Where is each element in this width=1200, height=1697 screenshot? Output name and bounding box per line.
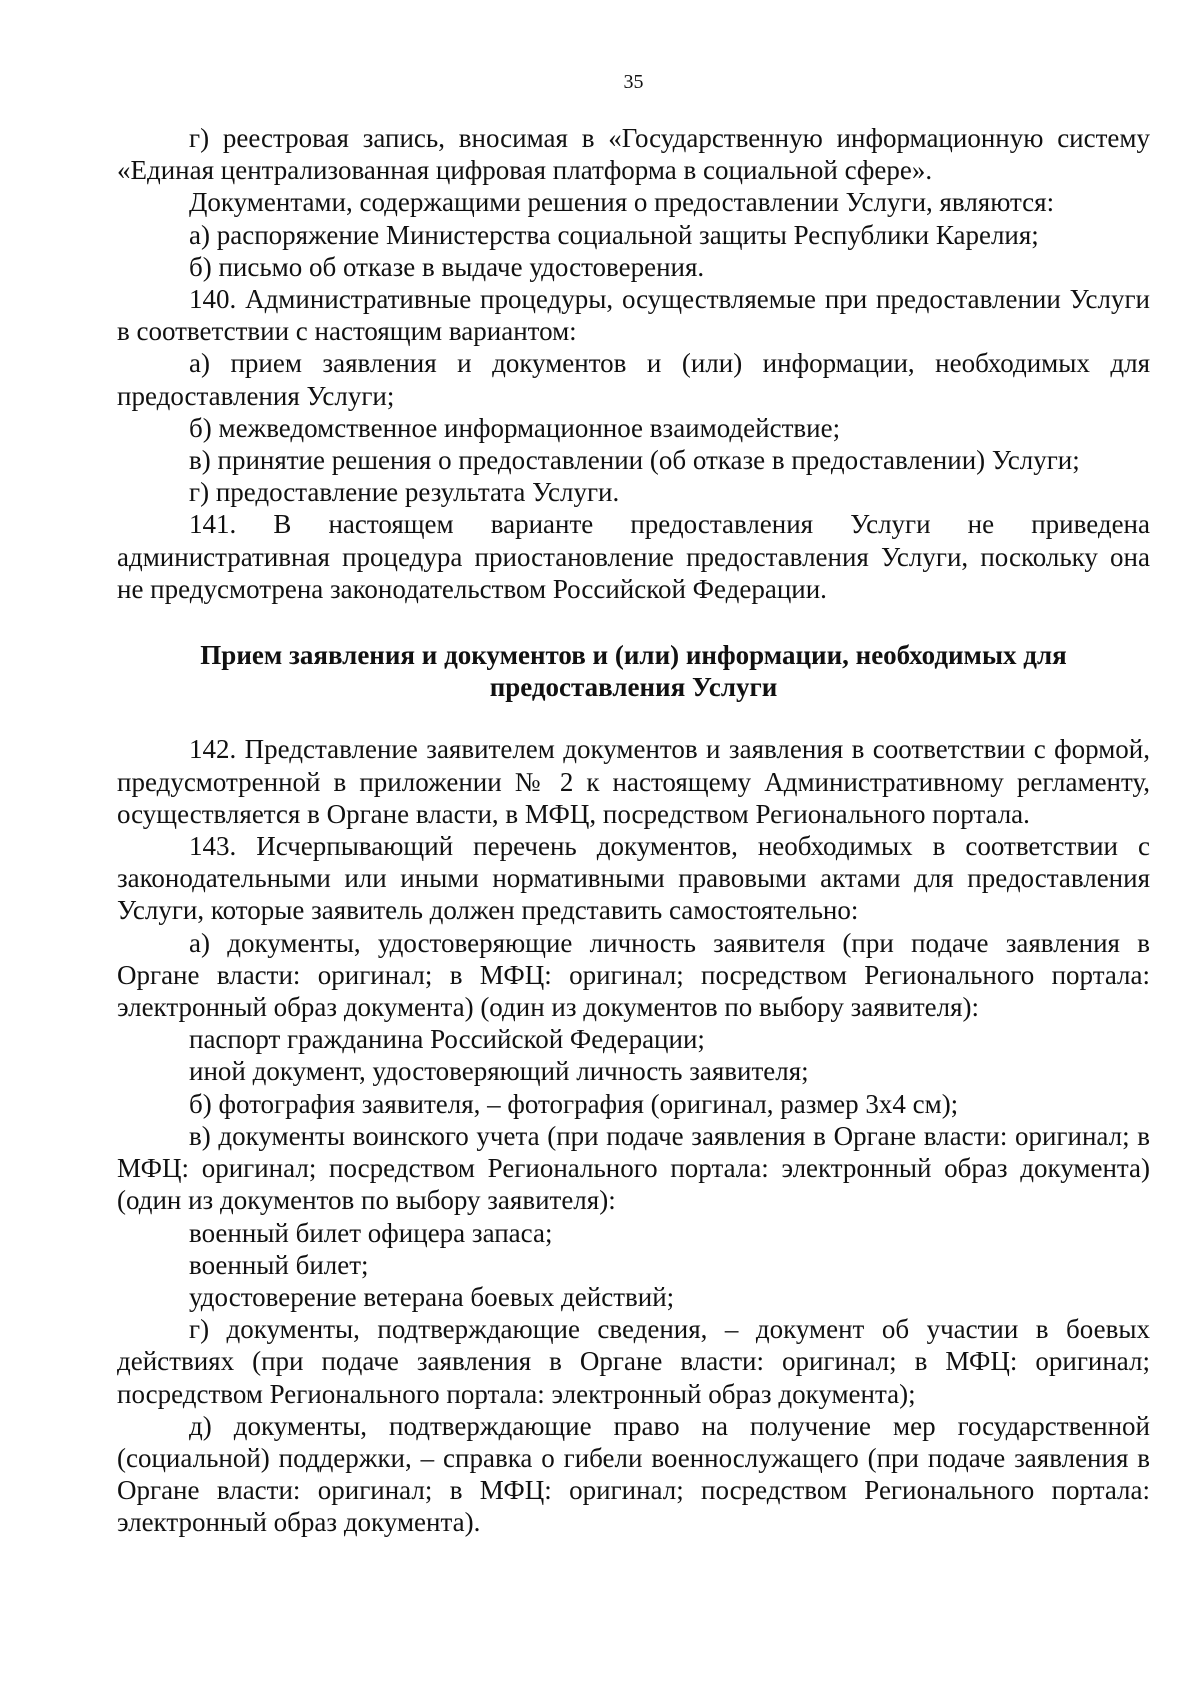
paragraph: б) фотография заявителя, – фотография (оригинал, размер 3х4 см);: [189, 1088, 959, 1119]
section-heading-line: предоставления Услуги: [489, 672, 778, 703]
paragraph: г) реестровая запись, вносимая в «Государственную информационную систему «Единая централизованная цифровая платформа в социальной сфере».: [117, 123, 1150, 186]
paragraph: а) распоряжение Министерства социальной защиты Республики Карелия;: [189, 219, 1039, 250]
paragraph: в) принятие решения о предоставлении (об отказе в предоставлении) Услуги;: [189, 445, 1080, 476]
paragraph: 140. Административные процедуры, осуществляемые при предоставлении Услуги в соответствии с настоящим вариантом:: [117, 284, 1150, 347]
paragraph: 142. Представление заявителем документов и заявления в соответствии с формой, предусмотренной в приложении № 2 к настоящему Административному регламенту, осуществляется в Органе власти, в МФЦ, посредством Регионального портала.: [117, 734, 1150, 829]
paragraph: 143. Исчерпывающий перечень документов, необходимых в соответствии с законодательными или иными нормативными правовыми актами для предоставления Услуги, которые заявитель должен представить самостоятельно:: [117, 831, 1150, 926]
paragraph: д) документы, подтверждающие право на получение мер государственной (социальной) поддержки, – справка о гибели военнослужащего (при подаче заявления в Органе власти: оригинал; в МФЦ: оригинал; посредством Регионального портала: электронный образ документа).: [117, 1410, 1150, 1538]
paragraph: а) прием заявления и документов и (или) информации, необходимых для предоставления Услуги;: [117, 348, 1150, 411]
paragraph: военный билет офицера запаса;: [189, 1217, 553, 1248]
section-heading-line: Прием заявления и документов и (или) информации, необходимых для: [200, 640, 1067, 671]
paragraph: а) документы, удостоверяющие личность заявителя (при подаче заявления в Органе власти: оригинал; в МФЦ: оригинал; посредством Регионального портала: электронный образ документа) (один из документов по выбору заявителя):: [117, 927, 1150, 1023]
page-number: 35: [623, 71, 644, 93]
paragraph: б) письмо об отказе в выдаче удостоверения.: [189, 251, 705, 282]
section-heading: [117, 639, 1150, 703]
document-body: [117, 122, 1150, 1539]
paragraph: удостоверение ветерана боевых действий;: [189, 1281, 675, 1312]
paragraph: г) предоставление результата Услуги.: [189, 477, 620, 508]
paragraph: военный билет;: [189, 1249, 369, 1280]
paragraph: 141. В настоящем варианте предоставления Услуги не приведена административная процедура приостановление предоставления Услуги, поскольку она не предусмотрена законодательством Российской Федерации.: [117, 509, 1150, 604]
paragraph: в) документы воинского учета (при подаче заявления в Органе власти: оригинал; в МФЦ: оригинал; посредством Регионального портала: электронный образ документа) (один из документов по выбору заявителя):: [117, 1120, 1150, 1216]
paragraph: паспорт гражданина Российской Федерации;: [189, 1024, 705, 1055]
paragraph: г) документы, подтверждающие сведения, – документ об участии в боевых действиях (при подаче заявления в Органе власти: оригинал; в МФЦ: оригинал; посредством Регионального портала: электронный образ документа);: [117, 1314, 1150, 1409]
paragraph: Документами, содержащими решения о предоставлении Услуги, являются:: [189, 187, 1055, 218]
paragraph: б) межведомственное информационное взаимодействие;: [189, 412, 841, 443]
paragraph: иной документ, удостоверяющий личность заявителя;: [189, 1056, 809, 1087]
